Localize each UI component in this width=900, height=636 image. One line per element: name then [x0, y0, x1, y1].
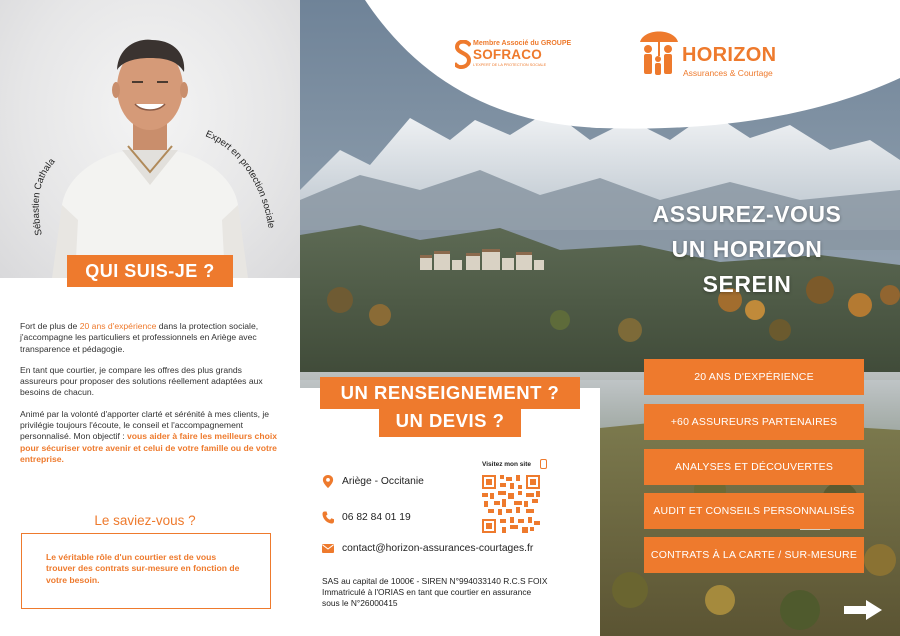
- sofraco-member-text: Membre Associé du GROUPE: [473, 40, 572, 47]
- feature-partners: +60 ASSUREURS PARTENAIRES: [644, 404, 864, 440]
- person-illustration: [0, 0, 300, 278]
- header-curve: [300, 0, 900, 140]
- slogan-line: SEREIN: [702, 271, 792, 297]
- horizon-brand-name: HORIZON: [682, 44, 777, 66]
- bio-paragraph: Fort de plus de 20 ans d'expérience dans la protection sociale, j'accompagne les particuliers et professionnels en Ariège avec transparence et pédagogie.: [20, 321, 259, 354]
- person-name-label: Sébastien Cathala: [30, 156, 58, 237]
- bio-highlight: 20 ans d'expérience: [79, 321, 157, 331]
- feature-audit: AUDIT ET CONSEILS PERSONNALISÉS: [644, 493, 864, 529]
- phone-icon: [322, 511, 334, 524]
- bio-paragraph: Animé par la volonté d'apporter clarté et sérénité à mes clients, je privilégie toujours l'écoute, le conseil et l'accompagnement personnalisé. Mon objectif : vous aider à faire les meilleurs choix pour sécuriser votre avenir et celui de votre famille ou de votre entreprise.: [20, 408, 277, 464]
- slogan-line: ASSUREZ-VOUS: [652, 201, 842, 227]
- horizon-subtitle: Assurances & Courtage: [683, 68, 773, 78]
- sofraco-tagline: L'EXPERT DE LA PROTECTION SOCIALE: [473, 63, 547, 67]
- phone-number[interactable]: 06 82 84 01 19: [342, 512, 411, 523]
- mail-icon: [322, 544, 334, 554]
- left-panel: [0, 0, 300, 636]
- feature-contracts: CONTRATS À LA CARTE / SUR-MESURE: [644, 537, 864, 573]
- location-text: Ariège - Occitanie: [342, 476, 424, 487]
- saviez-vous-text: Le véritable rôle d'un courtier est de vous trouver des contrats sur-mesure en fonction de votre besoin.: [46, 552, 240, 585]
- bio-text: [20, 321, 282, 475]
- question-renseignement: UN RENSEIGNEMENT ?: [320, 377, 580, 409]
- bio-highlight: vous aider à faire les meilleurs choix pour sécuriser votre avenir et celui de votre famille ou de votre entreprise.: [20, 431, 277, 464]
- feature-experience: 20 ANS D'EXPÉRIENCE: [644, 359, 864, 395]
- visit-site-cursor-icon: [540, 459, 547, 469]
- portrait-photo: [0, 0, 300, 278]
- bio-paragraph: En tant que courtier, je compare les offres des plus grands assureurs pour proposer des solutions réellement adaptées aux besoins de chacun.: [20, 364, 263, 398]
- saviez-vous-title: Le saviez-vous ?: [94, 513, 196, 528]
- person-role-label: Expert en protection sociale: [203, 128, 277, 230]
- question-devis: UN DEVIS ?: [379, 405, 521, 437]
- sofraco-logo: [455, 38, 595, 74]
- arrow-right-icon[interactable]: [842, 598, 884, 622]
- email-address[interactable]: contact@horizon-assurances-courtages.fr: [342, 543, 534, 554]
- horizon-logo: [636, 22, 796, 82]
- saviez-vous-box: [21, 533, 271, 609]
- location-row: [322, 475, 424, 488]
- phone-row[interactable]: [322, 511, 411, 524]
- location-pin-icon: [322, 475, 334, 488]
- legal-line: sous le N°26000415: [322, 598, 398, 608]
- qui-suis-je-badge: QUI SUIS-JE ?: [67, 255, 233, 287]
- umbrella-family-icon: [636, 22, 682, 80]
- qr-code[interactable]: [482, 475, 540, 533]
- legal-line: SAS au capital de 1000€ - SIREN N°994033140 R.C.S FOIX: [322, 576, 548, 586]
- legal-mentions: [322, 576, 592, 609]
- sofraco-s-icon: [455, 40, 471, 70]
- slogan-line: UN HORIZON: [671, 236, 823, 262]
- feature-analyses: ANALYSES ET DÉCOUVERTES: [644, 449, 864, 485]
- slogan: [632, 197, 862, 302]
- visit-site-label: Visitez mon site: [482, 461, 532, 468]
- sofraco-name: SOFRACO: [473, 47, 542, 62]
- legal-line: Immatriculé à l'ORIAS en tant que courtier en assurance: [322, 587, 532, 597]
- email-row[interactable]: [322, 543, 533, 554]
